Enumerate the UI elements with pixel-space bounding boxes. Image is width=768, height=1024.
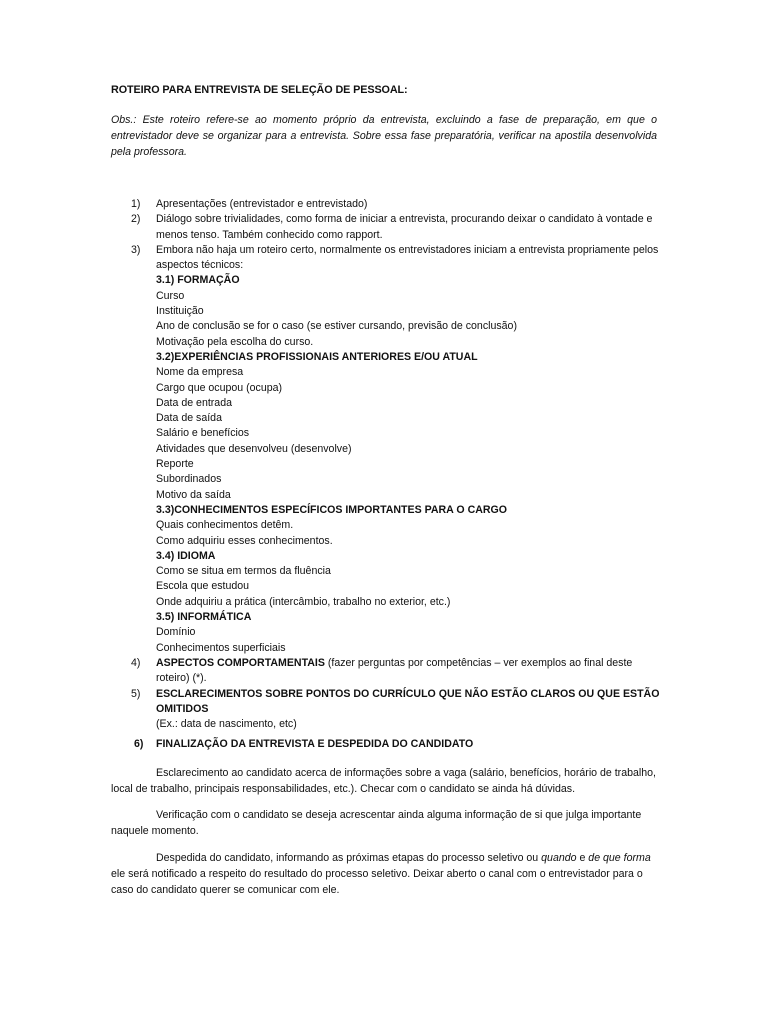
observation-note (111, 112, 657, 160)
subsection-heading: 3.5) INFORMÁTICA (156, 611, 252, 624)
subsection-formacao (0, 273, 768, 349)
list-number: 6) (134, 738, 144, 750)
list-item-bold: ESCLARECIMENTOS SOBRE PONTOS DO CURRÍCULO QUE NÃO ESTÃO CLAROS OU QUE ESTÃO OMITIDOS (156, 687, 660, 715)
subsection-line: Motivação pela escolha do curso. (156, 335, 314, 348)
paragraph-text: Verificação com o candidato se deseja acrescentar ainda alguma informação de si que julga importante naquele momento. (111, 809, 642, 837)
paragraph-text-c: e (576, 852, 589, 864)
list-item-text (156, 687, 664, 733)
list-item-text: Embora não haja um roteiro certo, normalmente os entrevistadores iniciam a entrevista propriamente pelos aspectos técnicos: (156, 243, 659, 272)
subsection-line: Ano de conclusão se for o caso (se estiver cursando, previsão de conclusão) (156, 320, 517, 333)
interview-steps-list (0, 197, 768, 732)
subsection-line: Nome da empresa (156, 366, 244, 379)
list-item-4 (0, 656, 768, 687)
list-item-rest: (fazer perguntas por competências – ver exemplos ao final deste roteiro) (*). (156, 656, 633, 685)
list-number: 1) (131, 198, 141, 210)
paragraph-despedida (111, 850, 657, 898)
list-item-2 (0, 212, 768, 243)
subsection-line: Escola que estudou (156, 580, 250, 593)
subsection-idioma (0, 549, 768, 610)
observation-label: Obs.: (111, 114, 137, 126)
list-item-text: Diálogo sobre trivialidades, como forma de iniciar a entrevista, procurando deixar o candidato à vontade e menos tenso. Também conhecido como rapport. (156, 213, 653, 241)
list-item-6 (0, 737, 768, 752)
subsection-heading: 3.2)EXPERIÊNCIAS PROFISSIONAIS ANTERIORES E/OU ATUAL (156, 350, 478, 363)
subsection-conhecimentos (0, 503, 768, 549)
list-item-text: Apresentações (entrevistador e entrevistado) (156, 198, 368, 210)
list-number: 3) (131, 243, 141, 256)
list-item-5 (0, 687, 768, 733)
list-item-3 (0, 243, 768, 274)
list-item-1 (0, 197, 768, 212)
subsection-line: Salário e benefícios (156, 427, 250, 440)
paragraph-text: Esclarecimento ao candidato acerca de informações sobre a vaga (salário, benefícios, horário de trabalho, local de trabalho, principais responsabilidades, etc.). Checar com o candidato se ainda há dúvidas. (111, 767, 656, 795)
subsection-line: Subordinados (156, 473, 222, 486)
list-number: 5) (131, 687, 141, 700)
subsection-heading: 3.3)CONHECIMENTOS ESPECÍFICOS IMPORTANTES PARA O CARGO (156, 503, 507, 516)
subsection-line: Domínio (156, 626, 196, 639)
paragraph-verificacao (111, 807, 657, 839)
subsection-experiencias (0, 350, 768, 503)
list-number: 2) (131, 213, 141, 226)
subsection-line: Como se situa em termos da fluência (156, 565, 331, 578)
list-number: 4) (131, 656, 141, 669)
subsection-informatica (0, 610, 768, 656)
subsection-line: Onde adquiriu a prática (intercâmbio, trabalho no exterior, etc.) (156, 595, 451, 608)
paragraph-emphasis-forma: de que forma (588, 852, 651, 864)
subsection-line: Conhecimentos superficiais (156, 641, 286, 654)
subsection-line: Data de entrada (156, 396, 232, 409)
subsection-line: Quais conhecimentos detêm. (156, 519, 294, 532)
list-item-text (156, 656, 664, 687)
subsection-line: Data de saída (156, 412, 222, 425)
subsection-line: Reporte (156, 458, 194, 471)
paragraph-emphasis-quando: quando (541, 852, 577, 864)
observation-text: Este roteiro refere-se ao momento próprio da entrevista, excluindo a fase de preparação, em que o entrevistador deve se organizar para a entrevista. Sobre essa fase preparatória, verificar na apostila desenvolvida pela professora. (111, 114, 657, 158)
list-item-bold: FINALIZAÇÃO DA ENTREVISTA E DESPEDIDA DO CANDIDATO (156, 738, 474, 750)
subsection-line: Como adquiriu esses conhecimentos. (156, 534, 333, 547)
subsection-line: Cargo que ocupou (ocupa) (156, 381, 283, 394)
paragraph-esclarecimento (111, 765, 657, 797)
subsection-line: Curso (156, 289, 185, 302)
list-item-rest: (Ex.: data de nascimento, etc) (156, 718, 297, 731)
subsection-line: Motivo da saída (156, 488, 231, 501)
list-item-bold: ASPECTOS COMPORTAMENTAIS (156, 656, 325, 669)
paragraph-text-e: ele será notificado a respeito do resultado do processo seletivo. Deixar aberto o canal com o entrevistador para o caso do candidato querer se comunicar com ele. (111, 868, 643, 896)
subsection-line: Atividades que desenvolveu (desenvolve) (156, 442, 352, 455)
subsection-line: Instituição (156, 305, 204, 318)
document-title: ROTEIRO PARA ENTREVISTA DE SELEÇÃO DE PESSOAL: (111, 84, 408, 96)
subsection-heading: 3.1) FORMAÇÃO (156, 274, 240, 287)
subsection-heading: 3.4) IDIOMA (156, 549, 216, 562)
paragraph-text-a: Despedida do candidato, informando as próximas etapas do processo seletivo ou (156, 852, 542, 864)
